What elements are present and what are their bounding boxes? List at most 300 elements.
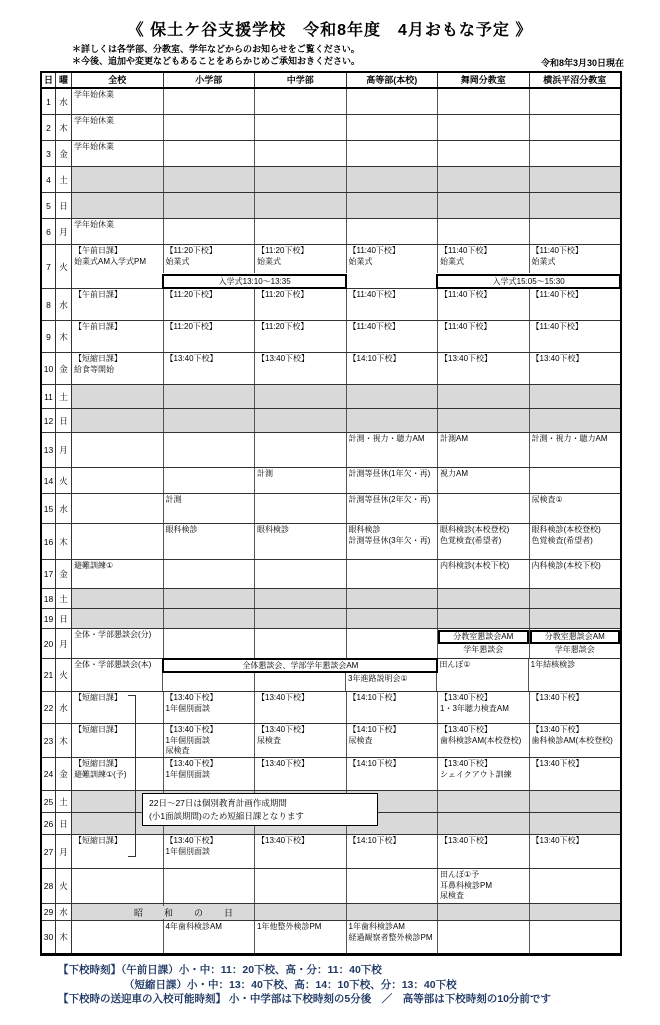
- weekday-label: 水: [56, 89, 72, 114]
- row-cells: [72, 524, 620, 559]
- schedule-entry: 眼科検診(本校登校): [531, 525, 601, 535]
- day-row-10: [42, 353, 620, 385]
- cell-sho: [164, 409, 256, 432]
- row-cells: [72, 321, 620, 352]
- cell-chu: [255, 904, 347, 920]
- cell-koto: [347, 904, 439, 920]
- schedule-entry: 【13:40下校】: [257, 759, 310, 769]
- cell-chu: [255, 869, 347, 903]
- cell-hiranuma: [530, 791, 621, 812]
- cell-chu: [255, 921, 347, 953]
- schedule-entry: 【11:40下校】: [348, 290, 400, 300]
- cell-hiranuma: [530, 758, 621, 790]
- schedule-entry: 【13:40下校】: [257, 354, 310, 364]
- row-cells: [72, 560, 620, 588]
- as-of-date: 令和8年3月30日現在: [540, 58, 624, 68]
- cell-zenko: [72, 89, 164, 114]
- weekday-label: 水: [56, 692, 72, 723]
- day-number: 14: [42, 468, 56, 493]
- schedule-entry: 眼科検診: [348, 525, 381, 535]
- cell-hiranuma: [530, 524, 621, 559]
- cell-maioka: [438, 89, 530, 114]
- row-content: [72, 869, 620, 903]
- row-cells: [72, 494, 620, 523]
- schedule-entry: 【13:40下校】: [531, 759, 584, 769]
- schedule-entry: 3年進路説明会①: [348, 674, 408, 684]
- cell-maioka: [438, 835, 530, 868]
- cell-sho: [164, 835, 256, 868]
- row-cells: [72, 758, 620, 790]
- cell-maioka: [438, 869, 530, 903]
- schedule-entry: 計測: [165, 495, 182, 505]
- day-row-2: [42, 115, 620, 141]
- weekday-label: 木: [56, 115, 72, 140]
- cell-maioka: [438, 921, 530, 953]
- cell-maioka: [438, 468, 530, 493]
- row-content: [72, 468, 620, 493]
- weekday-label: 日: [56, 609, 72, 628]
- cell-zenko: [72, 524, 164, 559]
- cell-hiranuma: [530, 141, 621, 166]
- schedule-entry: 【13:40下校】: [165, 836, 218, 846]
- cell-koto: [347, 167, 439, 192]
- day-number: 21: [42, 659, 56, 691]
- cell-maioka: [438, 193, 530, 218]
- schedule-entry: 【11:40下校】: [348, 246, 400, 256]
- row-cells: [72, 245, 620, 273]
- cell-hiranuma: [530, 89, 621, 114]
- cell-hiranuma: [530, 409, 621, 432]
- cell-hiranuma: [530, 692, 621, 723]
- schedule-entry: 始業式: [257, 256, 281, 266]
- day-row-13: [42, 433, 620, 468]
- cell-sho: [164, 468, 256, 493]
- schedule-entry: 1年歯科検診AM: [348, 922, 405, 932]
- day-number: 22: [42, 692, 56, 723]
- cell-sho: [164, 141, 256, 166]
- col-header-sho: 小学部: [164, 73, 256, 87]
- weekday-label: 水: [56, 494, 72, 523]
- row-content: [72, 289, 620, 320]
- cell-chu: [255, 609, 347, 628]
- schedule-entry: 耳鼻科検診PM: [440, 880, 492, 890]
- row-cells: [72, 589, 620, 608]
- cell-koto: [347, 89, 439, 114]
- weekday-label: 日: [56, 193, 72, 218]
- schedule-entry: 色覚検査(希望者): [531, 535, 593, 545]
- row-cells: [72, 921, 620, 953]
- schedule-entry: 【11:40下校】: [531, 246, 583, 256]
- cell-sho: [164, 589, 256, 608]
- cell-koto: [347, 385, 439, 408]
- row-content: [72, 321, 620, 352]
- row-content: [72, 724, 620, 757]
- schedule-entry: 学年始休業: [74, 220, 114, 230]
- cell-hiranuma: [530, 560, 621, 588]
- cell-sho: [164, 353, 256, 384]
- cell-zenko: [72, 289, 164, 320]
- schedule-entry: 【13:40下校】: [440, 354, 493, 364]
- cell-maioka: [438, 115, 530, 140]
- schedule-entry: 【13:40下校】: [531, 836, 584, 846]
- cell-maioka: [438, 629, 530, 658]
- cell-chu: [255, 353, 347, 384]
- cell-maioka: [438, 560, 530, 588]
- footer-line-2: （短縮日課）小・中：13：40下校、高：14：10下校、分：13：40下校: [124, 978, 457, 991]
- cell-maioka: [438, 904, 530, 920]
- schedule-entry: 【短縮日課】: [74, 759, 122, 769]
- weekday-label: 月: [56, 629, 72, 658]
- cell-hiranuma: [530, 219, 621, 244]
- cell-zenko: [72, 560, 164, 588]
- day-row-8: [42, 289, 620, 321]
- cell-hiranuma: [530, 433, 621, 467]
- day-row-18: [42, 589, 620, 609]
- cell-hiranuma: [530, 193, 621, 218]
- cell-koto: [347, 629, 439, 658]
- cell-sho: [164, 560, 256, 588]
- cell-maioka: [438, 813, 530, 834]
- day-number: 13: [42, 433, 56, 467]
- schedule-entry: 【11:20下校】: [257, 322, 309, 332]
- cell-maioka: [438, 353, 530, 384]
- day-number: 18: [42, 589, 56, 608]
- weekday-label: 木: [56, 524, 72, 559]
- day-number: 8: [42, 289, 56, 320]
- schedule-entry: シェイクアウト訓練: [440, 769, 512, 779]
- day-number: 27: [42, 835, 56, 868]
- dismissal-times-footer: [58, 963, 660, 1006]
- schedule-entry: 【14:10下校】: [348, 759, 401, 769]
- cell-chu: [255, 724, 347, 757]
- day-row-4: [42, 167, 620, 193]
- day-number: 10: [42, 353, 56, 384]
- schedule-table: [40, 71, 622, 956]
- weekday-label: 木: [56, 921, 72, 953]
- schedule-entry: 1年個別面談: [165, 769, 210, 779]
- schedule-entry: 全体・学部懇談会(分): [74, 630, 152, 640]
- day-number: 9: [42, 321, 56, 352]
- cell-chu: [255, 385, 347, 408]
- row-cells: [72, 724, 620, 757]
- cell-sho: [164, 89, 256, 114]
- day-row-1: [42, 89, 620, 115]
- cell-sho: [164, 115, 256, 140]
- cell-zenko: [72, 353, 164, 384]
- schedule-entry: 【短縮日課】: [74, 836, 122, 846]
- day-number: 12: [42, 409, 56, 432]
- cell-hiranuma: [530, 589, 621, 608]
- row-cells: [72, 219, 620, 244]
- cell-zenko: [72, 433, 164, 467]
- col-header-day: 日: [42, 73, 56, 87]
- schedule-entry: 【13:40下校】: [531, 693, 584, 703]
- row-content: [72, 245, 620, 288]
- col-header-hiranuma: 横浜平沼分教室: [543, 75, 607, 86]
- schedule-entry: 【13:40下校】: [165, 354, 218, 364]
- cell-zenko: [72, 758, 164, 790]
- cell-koto: [347, 758, 439, 790]
- cell-chu: [255, 433, 347, 467]
- schedule-entry: 【13:40下校】: [531, 354, 584, 364]
- weekday-label: 水: [56, 904, 72, 920]
- day-row-5: [42, 193, 620, 219]
- schedule-entry: 尿検査: [348, 735, 373, 745]
- row-content: [72, 609, 620, 628]
- cell-chu: [255, 115, 347, 140]
- cell-hiranuma: [530, 835, 621, 868]
- cell-chu: [255, 409, 347, 432]
- schedule-entry: 視力AM: [440, 469, 468, 479]
- cell-sho: [164, 193, 256, 218]
- cell-sho: [163, 673, 254, 691]
- page-header: [0, 0, 660, 67]
- schedule-entry: 1・3年聴力検査AM: [440, 703, 509, 713]
- schedule-entry: 【午前日課】: [74, 290, 122, 300]
- col-header-zenko: 全校: [72, 73, 164, 87]
- cell-chu: [255, 589, 347, 608]
- note-box: [142, 793, 378, 826]
- cell-zenko: [72, 468, 164, 493]
- schedule-entry: 歯科検診AM(本校登校): [440, 735, 522, 745]
- weekday-label: 土: [56, 589, 72, 608]
- cell-sho: [164, 724, 256, 757]
- cell-koto: [347, 289, 439, 320]
- footer-line-3: 【下校時の送迎車の入校可能時刻】 小・中学部は下校時刻の5分後 ／ 高等部は下校時刻の10分前です: [58, 993, 551, 1006]
- row-content: [72, 921, 620, 953]
- row-content: [72, 629, 620, 658]
- cell-zenko: [72, 167, 164, 192]
- schedule-entry: 【11:40下校】: [440, 290, 492, 300]
- cell-koto: [347, 609, 439, 628]
- schedule-entry: 1年個別面談: [165, 846, 210, 856]
- cell-sho: [164, 385, 256, 408]
- schedule-entry: 【14:10下校】: [348, 836, 401, 846]
- schedule-entry: 【13:40下校】: [440, 693, 493, 703]
- schedule-entry: 【短縮日課】: [74, 725, 122, 735]
- row-cells: [72, 115, 620, 140]
- row-cells: [72, 869, 620, 903]
- day-row-22: [42, 692, 620, 724]
- day-number: 30: [42, 921, 56, 953]
- row-cells: [72, 167, 620, 192]
- cell-chu: [255, 673, 346, 691]
- schedule-entry: 【11:20下校】: [165, 246, 217, 256]
- day-row-7: [42, 245, 620, 289]
- day-number: 15: [42, 494, 56, 523]
- schedule-entry: 【11:40下校】: [440, 246, 492, 256]
- schedule-entry: 学年始休業: [74, 116, 114, 126]
- schedule-entry: 内科検診(本校下校): [531, 561, 601, 571]
- row-cells: [72, 433, 620, 467]
- cell-hiranuma: [530, 921, 621, 953]
- weekday-label: 月: [56, 433, 72, 467]
- cell-chu: [255, 692, 347, 723]
- day-number: 25: [42, 791, 56, 812]
- schedule-entry: 学年懇談会: [554, 645, 595, 655]
- row-content: [72, 692, 620, 723]
- day-row-3: [42, 141, 620, 167]
- schedule-entry: 【13:40下校】: [531, 725, 584, 735]
- cell-maioka: [438, 167, 530, 192]
- schedule-entry: 【14:10下校】: [348, 354, 401, 364]
- schedule-entry: 始業式: [348, 256, 373, 266]
- day-number: 1: [42, 89, 56, 114]
- schedule-entry: 【14:10下校】: [348, 693, 401, 703]
- cell-zenko: [72, 321, 164, 352]
- day-number: 26: [42, 813, 56, 834]
- cell-hiranuma: [530, 494, 621, 523]
- schedule-entry: 【13:40下校】: [257, 693, 310, 703]
- row-content: [72, 409, 620, 432]
- cell-zenko: [72, 692, 164, 723]
- schedule-entry: 【11:40下校】: [531, 322, 583, 332]
- cell-maioka: [438, 409, 530, 432]
- cell-zenko: [72, 245, 164, 273]
- schedule-entry: 計測等昼休(3年欠・再): [348, 535, 431, 545]
- day-number: 28: [42, 869, 56, 903]
- cell-sho: [164, 524, 256, 559]
- day-row-19: [42, 609, 620, 629]
- cell-koto: [347, 433, 439, 467]
- row-content: [72, 353, 620, 384]
- cell-sho: [164, 167, 256, 192]
- schedule-entry: 【11:20下校】: [165, 322, 217, 332]
- schedule-entry: 【13:40下校】: [165, 693, 218, 703]
- schedule-entry: 眼科検診: [257, 525, 289, 535]
- schedule-entry: 分教室懇談会AM: [438, 630, 529, 644]
- row-cells: [72, 353, 620, 384]
- cell-chu: [255, 835, 347, 868]
- schedule-entry: 4年歯科検診AM: [165, 922, 222, 932]
- cell-sho: [164, 609, 256, 628]
- row-content: [72, 758, 620, 790]
- schedule-entry: 【13:40下校】: [165, 725, 218, 735]
- schedule-entry: 1年他整外検診PM: [257, 922, 322, 932]
- row-cells: [72, 385, 620, 408]
- weekday-label: 火: [56, 869, 72, 903]
- schedule-entry: 【14:10下校】: [348, 725, 401, 735]
- schedule-entry: 眼科検診: [165, 525, 198, 535]
- day-number: 6: [42, 219, 56, 244]
- schedule-entry: 1年個別面談: [165, 735, 210, 745]
- schedule-entry: 眼科検診(本校登校): [440, 525, 510, 535]
- cell-koto: [347, 409, 439, 432]
- date-range-bracket: [128, 695, 136, 857]
- schedule-entry: 1年個別面談: [165, 703, 210, 713]
- cell-sho: [164, 289, 256, 320]
- schedule-entry: 【11:20下校】: [165, 290, 217, 300]
- row-cells: [72, 89, 620, 114]
- cell-zenko: [72, 385, 164, 408]
- weekday-label: 日: [56, 813, 72, 834]
- note-box-line-2: (小1面談期間)のため短縮日課となります: [149, 810, 304, 821]
- cell-koto: [347, 921, 439, 953]
- row-content: [72, 524, 620, 559]
- cell-chu: [255, 494, 347, 523]
- weekday-label: 月: [56, 219, 72, 244]
- cell-zenko: [72, 869, 164, 903]
- schedule-entry: 経過観察者整外検診PM: [348, 932, 433, 942]
- cell-zenko: [72, 193, 164, 218]
- row-cells: [72, 141, 620, 166]
- cell-hiranuma: [530, 724, 621, 757]
- cell-koto: [347, 869, 439, 903]
- cell-zenko: [72, 589, 164, 608]
- schedule-entry: 尿検査: [440, 891, 464, 901]
- cell-chu: [255, 245, 347, 273]
- schedule-entry: 計測等昼休(2年欠・再): [348, 495, 431, 505]
- cell-maioka: [437, 659, 528, 691]
- cell-hiranuma: [530, 609, 621, 628]
- cell-koto: [347, 524, 439, 559]
- weekday-label: 木: [56, 724, 72, 757]
- cell-koto: [347, 835, 439, 868]
- schedule-entry: 計測: [257, 469, 273, 479]
- day-number: 11: [42, 385, 56, 408]
- weekday-label: 金: [56, 353, 72, 384]
- cell-chu: [255, 167, 347, 192]
- weekday-label: 土: [56, 791, 72, 812]
- schedule-entry: 【13:40下校】: [257, 725, 310, 735]
- day-number: 3: [42, 141, 56, 166]
- cell-maioka: [438, 321, 530, 352]
- schedule-entry: 【11:20下校】: [257, 290, 309, 300]
- row-content: [72, 385, 620, 408]
- day-number: 7: [42, 245, 56, 288]
- row-cells: [72, 609, 620, 628]
- cell-maioka: [438, 494, 530, 523]
- joint-meeting-box: 全体懇談会、学部学年懇談会AM: [162, 658, 438, 673]
- day-row-17: [42, 560, 620, 589]
- cell-zenko: [72, 115, 164, 140]
- day-number: 4: [42, 167, 56, 192]
- weekday-label: 火: [56, 468, 72, 493]
- schedule-rows: [42, 89, 620, 953]
- cell-koto: [347, 724, 439, 757]
- day-row-11: [42, 385, 620, 409]
- day-number: 17: [42, 560, 56, 588]
- cell-hiranuma: [530, 245, 621, 273]
- row-content: [72, 589, 620, 608]
- cell-sho: [164, 321, 256, 352]
- page-title: 《 保土ケ谷支援学校 令和8年度 4月おもな予定 》: [127, 22, 533, 39]
- day-row-16: [42, 524, 620, 560]
- schedule-entry: 学年懇談会: [463, 645, 504, 655]
- row-content: [72, 167, 620, 192]
- cell-koto: [347, 589, 439, 608]
- weekday-label: 土: [56, 167, 72, 192]
- day-number: 19: [42, 609, 56, 628]
- weekday-label: 火: [56, 659, 72, 691]
- cell-zenko: [72, 835, 164, 868]
- schedule-entry: 田んぼ①予: [440, 870, 480, 880]
- cell-hiranuma: [530, 321, 621, 352]
- cell-maioka: [438, 758, 530, 790]
- schedule-entry: 計測AM: [440, 434, 468, 444]
- cell-sho: [164, 245, 256, 273]
- cell-hiranuma: [530, 289, 621, 320]
- cell-chu: [255, 524, 347, 559]
- day-row-12: [42, 409, 620, 433]
- schedule-entry: 【午前日課】: [74, 246, 122, 256]
- row-content: [72, 193, 620, 218]
- cell-koto: [346, 673, 437, 691]
- cell-chu: [255, 560, 347, 588]
- weekday-label: 火: [56, 245, 72, 288]
- row-content: [72, 560, 620, 588]
- cell-koto: [347, 692, 439, 723]
